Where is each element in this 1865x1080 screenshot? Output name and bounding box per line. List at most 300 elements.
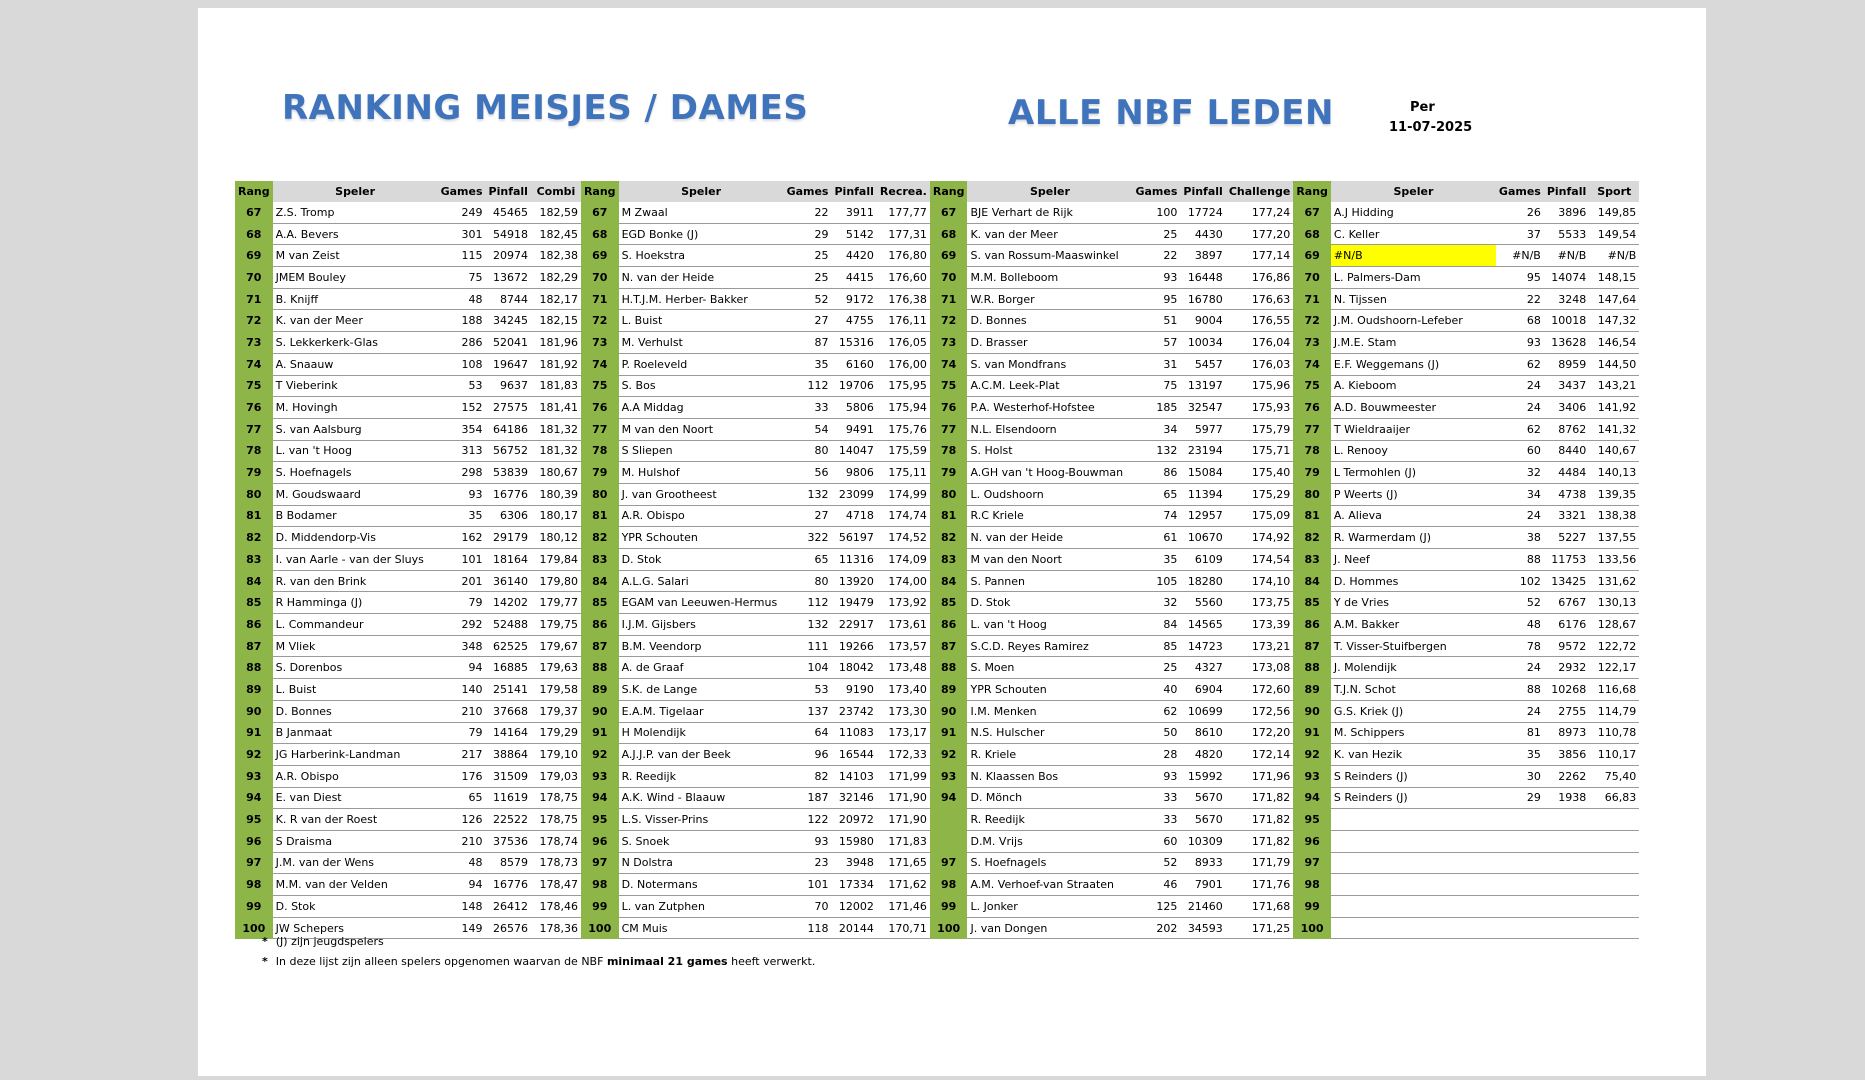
table-row: [235, 592, 581, 614]
value-cell: 25: [784, 245, 832, 267]
table-row: [930, 657, 1293, 679]
value-cell: 3248: [1544, 288, 1589, 310]
value-cell: #N/B: [1496, 245, 1544, 267]
value-cell: 29179: [486, 527, 531, 549]
value-cell: 62: [1132, 700, 1180, 722]
rank-cell: 73: [235, 332, 273, 354]
table-row: [581, 505, 930, 527]
table-row: [235, 657, 581, 679]
player-cell: JMEM Bouley: [273, 267, 438, 289]
table-row: [1293, 570, 1639, 592]
value-cell: 141,92: [1589, 397, 1639, 419]
value-cell: 249: [438, 202, 486, 224]
column-header: Games: [1496, 181, 1544, 202]
value-cell: 122,72: [1589, 635, 1639, 657]
table-row: [1293, 917, 1639, 939]
player-cell: W.R. Borger: [967, 288, 1132, 310]
table-row: [235, 288, 581, 310]
rank-cell: 92: [235, 744, 273, 766]
ranking-table-1: [235, 181, 581, 939]
table-row: [930, 353, 1293, 375]
table-row: [235, 614, 581, 636]
value-cell: 171,25: [1226, 917, 1294, 939]
rank-cell: 84: [930, 570, 968, 592]
value-cell: 101: [784, 874, 832, 896]
player-cell: S Reinders (J): [1331, 787, 1496, 809]
table-row: [930, 202, 1293, 224]
value-cell: 37668: [486, 700, 531, 722]
table-row: [930, 765, 1293, 787]
value-cell: 132: [784, 483, 832, 505]
value-cell: 172,60: [1226, 679, 1294, 701]
rank-cell: 83: [581, 549, 619, 571]
rank-cell: 88: [235, 657, 273, 679]
value-cell: 24: [1496, 375, 1544, 397]
value-cell: 313: [438, 440, 486, 462]
rank-cell: 71: [235, 288, 273, 310]
value-cell: 94: [438, 657, 486, 679]
value-cell: 185: [1132, 397, 1180, 419]
player-cell: BJE Verhart de Rijk: [967, 202, 1132, 224]
rank-cell: 82: [235, 527, 273, 549]
rank-cell: 81: [1293, 505, 1331, 527]
value-cell: 27575: [486, 397, 531, 419]
rank-cell: 94: [930, 787, 968, 809]
table-row: [581, 245, 930, 267]
value-cell: 5142: [831, 223, 876, 245]
value-cell: 147,64: [1589, 288, 1639, 310]
player-cell: EGD Bonke (J): [619, 223, 784, 245]
table-row: [581, 787, 930, 809]
player-cell: A.L.G. Salari: [619, 570, 784, 592]
table-row: [235, 809, 581, 831]
value-cell: 64186: [486, 418, 531, 440]
value-cell: 4420: [831, 245, 876, 267]
value-cell: 354: [438, 418, 486, 440]
table-row: [1293, 787, 1639, 809]
player-cell: H.T.J.M. Herber- Bakker: [619, 288, 784, 310]
value-cell: 70: [784, 896, 832, 918]
value-cell: 19479: [831, 592, 876, 614]
table-row: [1293, 202, 1639, 224]
value-cell: 5533: [1544, 223, 1589, 245]
value-cell: 137: [784, 700, 832, 722]
player-cell: [1331, 896, 1496, 918]
value-cell: 32146: [831, 787, 876, 809]
value-cell: [1544, 852, 1589, 874]
value-cell: 112: [784, 375, 832, 397]
value-cell: 174,00: [877, 570, 930, 592]
value-cell: 96: [784, 744, 832, 766]
value-cell: 3897: [1180, 245, 1225, 267]
player-cell: S. van Mondfrans: [967, 353, 1132, 375]
column-header: Pinfall: [831, 181, 876, 202]
rank-cell: 94: [235, 787, 273, 809]
table-row: [581, 288, 930, 310]
per-label: Per: [1410, 100, 1435, 115]
per-date: 11-07-2025: [1389, 120, 1473, 135]
value-cell: 348: [438, 635, 486, 657]
table-row: [581, 353, 930, 375]
player-cell: D. Stok: [619, 549, 784, 571]
table-row: [930, 332, 1293, 354]
value-cell: 8579: [486, 852, 531, 874]
value-cell: 74: [1132, 505, 1180, 527]
value-cell: 3406: [1544, 397, 1589, 419]
value-cell: 16448: [1180, 267, 1225, 289]
rank-cell: 94: [581, 787, 619, 809]
rank-cell: 84: [581, 570, 619, 592]
value-cell: 177,31: [877, 223, 930, 245]
table-row: [1293, 635, 1639, 657]
value-cell: 175,94: [877, 397, 930, 419]
value-cell: 171,82: [1226, 809, 1294, 831]
value-cell: 171,82: [1226, 830, 1294, 852]
rank-cell: 71: [581, 288, 619, 310]
value-cell: 4738: [1544, 483, 1589, 505]
value-cell: 176,11: [877, 310, 930, 332]
player-cell: R Hamminga (J): [273, 592, 438, 614]
player-cell: P. Roeleveld: [619, 353, 784, 375]
player-cell: A. Snaauw: [273, 353, 438, 375]
value-cell: 173,75: [1226, 592, 1294, 614]
members-title-text: ALLE NBF LEDEN: [1008, 93, 1334, 133]
value-cell: 180,12: [531, 527, 581, 549]
value-cell: 144,50: [1589, 353, 1639, 375]
value-cell: 38864: [486, 744, 531, 766]
rank-cell: 83: [930, 549, 968, 571]
table-row: [930, 375, 1293, 397]
rank-cell: 99: [1293, 896, 1331, 918]
table-row: [930, 245, 1293, 267]
player-cell: M.M. van der Velden: [273, 874, 438, 896]
table-row: [930, 874, 1293, 896]
value-cell: 22: [1132, 245, 1180, 267]
rank-cell: 79: [581, 462, 619, 484]
value-cell: 9637: [486, 375, 531, 397]
value-cell: 5670: [1180, 787, 1225, 809]
value-cell: 25: [784, 267, 832, 289]
value-cell: 23099: [831, 483, 876, 505]
table-row: [1293, 614, 1639, 636]
player-cell: D. Stok: [273, 896, 438, 918]
value-cell: 178,75: [531, 787, 581, 809]
value-cell: 181,32: [531, 440, 581, 462]
table-row: [235, 874, 581, 896]
value-cell: [1496, 874, 1544, 896]
value-cell: 19266: [831, 635, 876, 657]
value-cell: 132: [784, 614, 832, 636]
player-cell: D.M. Vrijs: [967, 830, 1132, 852]
rank-cell: 71: [930, 288, 968, 310]
value-cell: 26412: [486, 896, 531, 918]
column-header: Recrea.: [877, 181, 930, 202]
player-cell: R. Reedijk: [967, 809, 1132, 831]
table-row: [930, 830, 1293, 852]
table-row: [581, 700, 930, 722]
value-cell: 62: [1496, 418, 1544, 440]
rank-cell: 68: [1293, 223, 1331, 245]
rank-cell: 90: [235, 700, 273, 722]
value-cell: 29: [784, 223, 832, 245]
rank-cell: 72: [581, 310, 619, 332]
player-cell: S. Hoefnagels: [273, 462, 438, 484]
table-row: [235, 375, 581, 397]
value-cell: 80: [784, 440, 832, 462]
player-cell: J. Neef: [1331, 549, 1496, 571]
rank-cell: 81: [581, 505, 619, 527]
rank-cell: 86: [235, 614, 273, 636]
value-cell: 13197: [1180, 375, 1225, 397]
rank-cell: 73: [1293, 332, 1331, 354]
value-cell: 6109: [1180, 549, 1225, 571]
value-cell: [1589, 896, 1639, 918]
value-cell: [1496, 896, 1544, 918]
value-cell: 88: [1496, 549, 1544, 571]
rank-cell: 69: [235, 245, 273, 267]
value-cell: 16776: [486, 483, 531, 505]
value-cell: 110,17: [1589, 744, 1639, 766]
rank-cell: 78: [235, 440, 273, 462]
value-cell: 171,90: [877, 787, 930, 809]
value-cell: 298: [438, 462, 486, 484]
table-row: [581, 722, 930, 744]
table-row: [581, 765, 930, 787]
value-cell: 10018: [1544, 310, 1589, 332]
ranking-table-4: [1293, 181, 1639, 939]
value-cell: 179,10: [531, 744, 581, 766]
value-cell: 178,73: [531, 852, 581, 874]
table-row: [1293, 505, 1639, 527]
rank-cell: 77: [581, 418, 619, 440]
rank-cell: 80: [930, 483, 968, 505]
value-cell: 149,85: [1589, 202, 1639, 224]
value-cell: 14565: [1180, 614, 1225, 636]
rank-cell: 79: [930, 462, 968, 484]
value-cell: 175,40: [1226, 462, 1294, 484]
table-row: [1293, 332, 1639, 354]
value-cell: 85: [1132, 635, 1180, 657]
value-cell: 137,55: [1589, 527, 1639, 549]
value-cell: 60: [1132, 830, 1180, 852]
rank-cell: 78: [581, 440, 619, 462]
rank-cell: [930, 809, 968, 831]
player-cell: N.L. Elsendoorn: [967, 418, 1132, 440]
player-cell: D. Mönch: [967, 787, 1132, 809]
value-cell: 25141: [486, 679, 531, 701]
value-cell: 179,80: [531, 570, 581, 592]
player-cell: J. van Dongen: [967, 917, 1132, 939]
value-cell: 33: [1132, 809, 1180, 831]
value-cell: 10670: [1180, 527, 1225, 549]
value-cell: 179,84: [531, 549, 581, 571]
player-cell: P Weerts (J): [1331, 483, 1496, 505]
player-cell: Z.S. Tromp: [273, 202, 438, 224]
table-row: [1293, 440, 1639, 462]
table-row: [1293, 657, 1639, 679]
value-cell: 23194: [1180, 440, 1225, 462]
value-cell: 79: [438, 722, 486, 744]
value-cell: 5670: [1180, 809, 1225, 831]
value-cell: 181,92: [531, 353, 581, 375]
value-cell: 4820: [1180, 744, 1225, 766]
player-cell: M. Hulshof: [619, 462, 784, 484]
value-cell: 174,54: [1226, 549, 1294, 571]
player-cell: A.K. Wind - Blaauw: [619, 787, 784, 809]
player-cell: L. van 't Hoog: [273, 440, 438, 462]
table-row: [581, 483, 930, 505]
value-cell: 179,29: [531, 722, 581, 744]
rank-cell: 77: [930, 418, 968, 440]
table-row: [235, 679, 581, 701]
table-row: [930, 440, 1293, 462]
rank-cell: 89: [235, 679, 273, 701]
table-row: [235, 310, 581, 332]
value-cell: 201: [438, 570, 486, 592]
player-cell: B. Knijff: [273, 288, 438, 310]
value-cell: 210: [438, 830, 486, 852]
player-cell: J. Molendijk: [1331, 657, 1496, 679]
player-cell: B.M. Veendorp: [619, 635, 784, 657]
table-row: [1293, 353, 1639, 375]
value-cell: [1496, 809, 1544, 831]
value-cell: 5457: [1180, 353, 1225, 375]
rank-cell: 92: [930, 744, 968, 766]
player-cell: R.C Kriele: [967, 505, 1132, 527]
player-cell: E.F. Weggemans (J): [1331, 353, 1496, 375]
rank-cell: 87: [930, 635, 968, 657]
ranking-tables: [235, 181, 1639, 939]
value-cell: 78: [1496, 635, 1544, 657]
rank-cell: 87: [581, 635, 619, 657]
player-cell: K. van Hezik: [1331, 744, 1496, 766]
value-cell: 179,37: [531, 700, 581, 722]
value-cell: 48: [1496, 614, 1544, 636]
value-cell: 202: [1132, 917, 1180, 939]
player-cell: M Zwaal: [619, 202, 784, 224]
value-cell: 177,14: [1226, 245, 1294, 267]
value-cell: 9190: [831, 679, 876, 701]
value-cell: 4415: [831, 267, 876, 289]
player-cell: A.GH van 't Hoog-Bouwman: [967, 462, 1132, 484]
player-cell: S Draisma: [273, 830, 438, 852]
player-cell: T.J.N. Schot: [1331, 679, 1496, 701]
value-cell: [1589, 809, 1639, 831]
player-cell: M van Zeist: [273, 245, 438, 267]
rank-cell: 76: [930, 397, 968, 419]
value-cell: 82: [784, 765, 832, 787]
value-cell: 56: [784, 462, 832, 484]
value-cell: 53839: [486, 462, 531, 484]
player-cell: N. Tijssen: [1331, 288, 1496, 310]
value-cell: 108: [438, 353, 486, 375]
table-row: [930, 267, 1293, 289]
value-cell: 105: [1132, 570, 1180, 592]
value-cell: 322: [784, 527, 832, 549]
value-cell: 176,00: [877, 353, 930, 375]
rank-cell: 75: [581, 375, 619, 397]
table-row: [1293, 592, 1639, 614]
player-cell: S. van Rossum-Maaswinkel: [967, 245, 1132, 267]
value-cell: 179,67: [531, 635, 581, 657]
rank-cell: 70: [930, 267, 968, 289]
rank-cell: 68: [930, 223, 968, 245]
rank-cell: 95: [1293, 809, 1331, 831]
rank-cell: 96: [235, 830, 273, 852]
player-cell: H Molendijk: [619, 722, 784, 744]
table-row: [930, 592, 1293, 614]
value-cell: 172,20: [1226, 722, 1294, 744]
player-cell: N Dolstra: [619, 852, 784, 874]
rank-cell: [930, 830, 968, 852]
value-cell: 37: [1496, 223, 1544, 245]
rank-cell: 97: [930, 852, 968, 874]
player-cell: YPR Schouten: [619, 527, 784, 549]
player-cell: A.M. Bakker: [1331, 614, 1496, 636]
player-cell: K. R van der Roest: [273, 809, 438, 831]
player-cell: S.K. de Lange: [619, 679, 784, 701]
value-cell: 13672: [486, 267, 531, 289]
player-cell: [1331, 809, 1496, 831]
value-cell: 23742: [831, 700, 876, 722]
value-cell: 30: [1496, 765, 1544, 787]
value-cell: 175,93: [1226, 397, 1294, 419]
table-row: [235, 440, 581, 462]
value-cell: 6767: [1544, 592, 1589, 614]
rank-cell: 83: [1293, 549, 1331, 571]
rank-cell: 86: [581, 614, 619, 636]
value-cell: 104: [784, 657, 832, 679]
value-cell: 6160: [831, 353, 876, 375]
value-cell: 176,38: [877, 288, 930, 310]
table-row: [581, 267, 930, 289]
value-cell: 133,56: [1589, 549, 1639, 571]
player-cell: N. van der Heide: [967, 527, 1132, 549]
value-cell: 3896: [1544, 202, 1589, 224]
rank-cell: 100: [930, 917, 968, 939]
value-cell: 29: [1496, 787, 1544, 809]
rank-cell: 85: [235, 592, 273, 614]
table-row: [930, 809, 1293, 831]
rank-cell: 91: [930, 722, 968, 744]
player-cell: CM Muis: [619, 917, 784, 939]
table-row: [581, 332, 930, 354]
column-header: Speler: [619, 181, 784, 202]
rank-cell: 98: [235, 874, 273, 896]
column-header: Games: [1132, 181, 1180, 202]
value-cell: 48: [438, 852, 486, 874]
value-cell: 152: [438, 397, 486, 419]
rank-cell: 80: [235, 483, 273, 505]
value-cell: 14202: [486, 592, 531, 614]
value-cell: 4718: [831, 505, 876, 527]
value-cell: 13920: [831, 570, 876, 592]
value-cell: 12002: [831, 896, 876, 918]
value-cell: 171,83: [877, 830, 930, 852]
player-cell: A.J Hidding: [1331, 202, 1496, 224]
table-row: [581, 418, 930, 440]
player-cell: Y de Vries: [1331, 592, 1496, 614]
table-row: [930, 917, 1293, 939]
player-cell: N. Klaassen Bos: [967, 765, 1132, 787]
table-row: [581, 679, 930, 701]
rank-cell: 100: [235, 917, 273, 939]
value-cell: 18042: [831, 657, 876, 679]
table-row: [930, 635, 1293, 657]
player-cell: A. Alieva: [1331, 505, 1496, 527]
value-cell: 84: [1132, 614, 1180, 636]
table-row: [1293, 679, 1639, 701]
